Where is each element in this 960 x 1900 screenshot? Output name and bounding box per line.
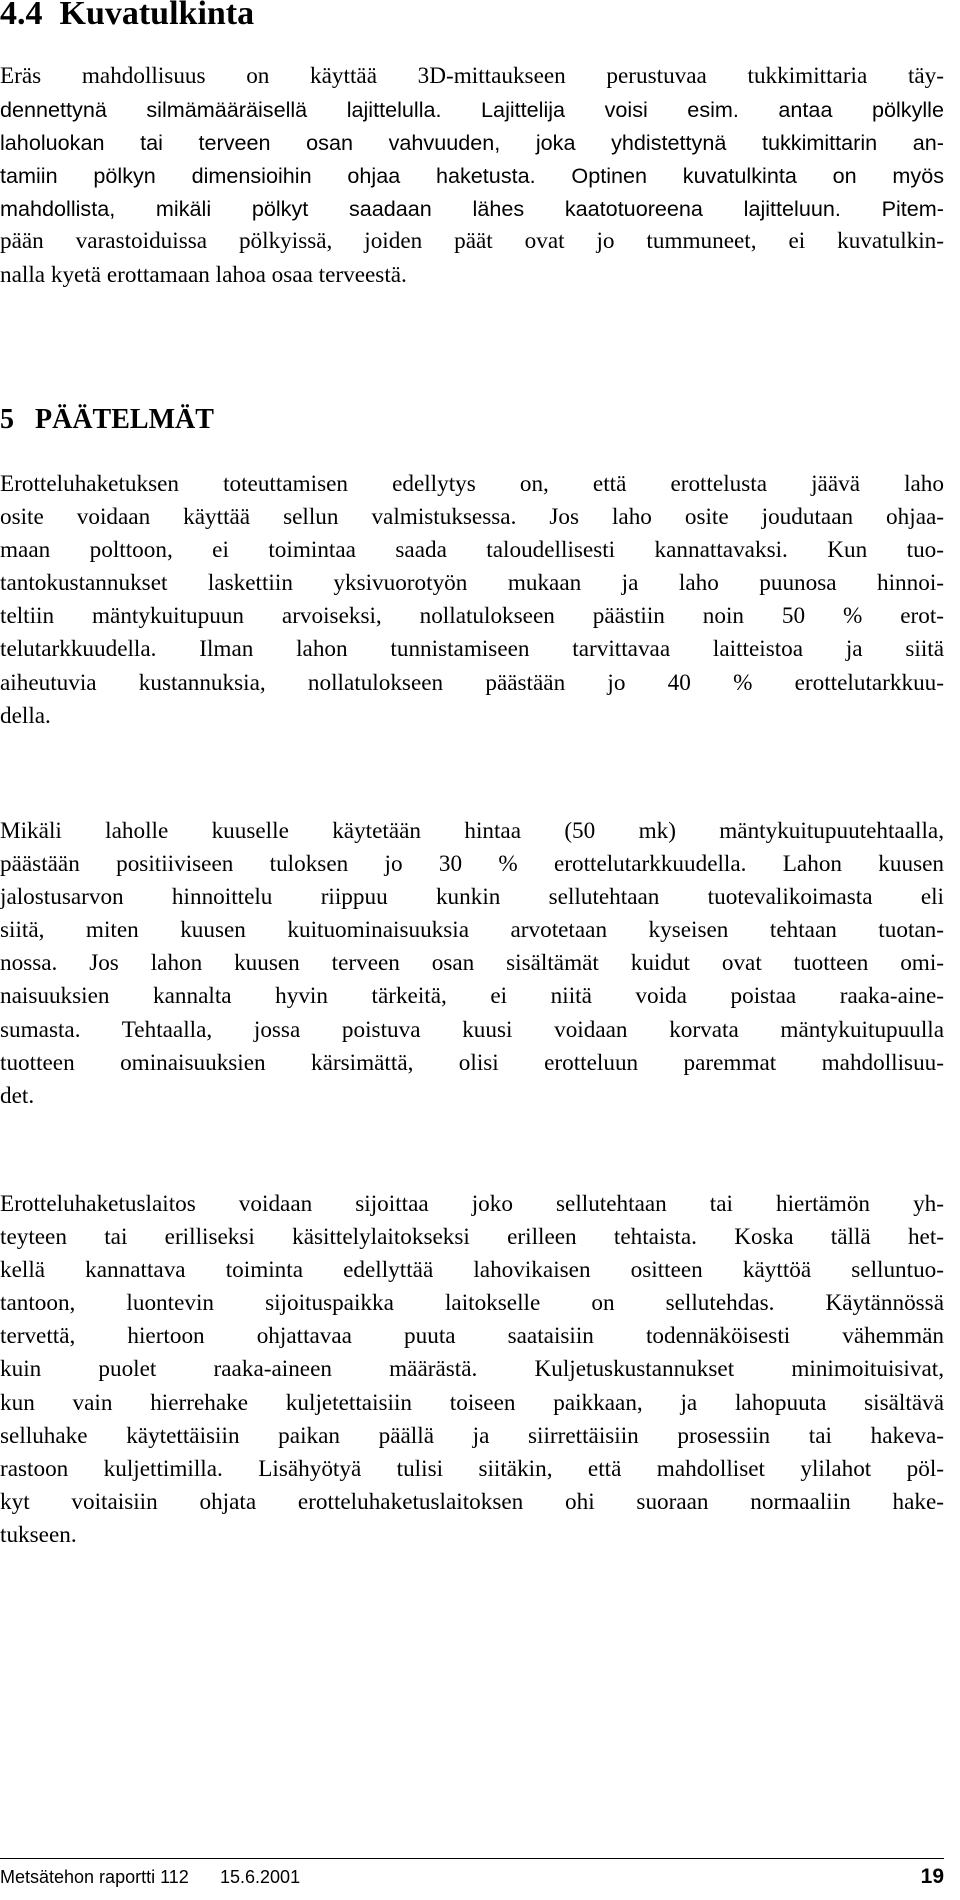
paragraph-line: Mikäli laholle kuuselle käytetään hintaa (50 mk) mäntykuitupuutehtaalla, (0, 818, 944, 844)
paragraph-line: tantokustannukset laskettiin yksivuorotyön mukaan ja laho puunosa hinnoi- (0, 570, 944, 597)
paragraph-line: kellä kannattava toiminta edellyttää lahovikaisen ositteen käyttöä selluntuo- (0, 1257, 944, 1284)
paragraph-line: nossa. Jos lahon kuusen terveen osan sisältämät kuidut ovat tuotteen omi- (0, 950, 944, 977)
paragraph-line: teltiin mäntykuitupuun arvoiseksi, nollatulokseen päästiin noin 50 % erot- (0, 603, 944, 630)
paragraph-line: rastoon kuljettimilla. Lisähyötyä tulisi siitäkin, että mahdolliset ylilahot pöl- (0, 1455, 944, 1482)
footer-rule (0, 1858, 944, 1859)
section-heading-5 (0, 400, 214, 440)
paragraph-line: jalostusarvon hinnoittelu riippuu kunkin sellutehtaan tuotevalikoimasta eli (0, 884, 944, 911)
paragraph-line: kyt voitaisiin ohjata erotteluhaketuslaitoksen ohi suoraan normaaliin hake- (0, 1488, 944, 1515)
paragraph-line: tervettä, hiertoon ohjattavaa puuta saataisiin todennäköisesti vähemmän (0, 1323, 944, 1350)
paragraph-line: kun vain hierrehake kuljetettaisiin toiseen paikkaan, ja lahopuuta sisältävä (0, 1389, 944, 1416)
paragraph-line: tantoon, luontevin sijoituspaikka laitokselle on sellutehdas. Käytännössä (0, 1290, 944, 1317)
paragraph-line: Erotteluhaketuksen toteuttamisen edellytys on, että erottelusta jäävä laho (0, 471, 944, 497)
footer-report-title: Metsätehon raportti 112 (0, 1867, 189, 1887)
section-number: 5 (0, 404, 14, 435)
paragraph-line: teyteen tai erilliseksi käsittelylaitokseksi erilleen tehtaista. Koska tällä het- (0, 1224, 944, 1251)
paragraph-line: osite voidaan käyttää sellun valmistuksessa. Jos laho osite joudutaan ohjaa- (0, 504, 944, 531)
paragraph-line: maan polttoon, ei toimintaa saada taloudellisesti kannattavaksi. Kun tuo- (0, 537, 944, 564)
paragraph-line: Erotteluhaketuslaitos voidaan sijoittaa joko sellutehtaan tai hiertämön yh- (0, 1191, 944, 1217)
footer-date: 15.6.2001 (220, 1867, 301, 1887)
paragraph-line: päästään positiiviseen tuloksen jo 30 % erottelutarkkuudella. Lahon kuusen (0, 851, 944, 878)
section-4-4-paragraph (0, 60, 944, 292)
paragraph-line: telutarkkuudella. Ilman lahon tunnistamiseen tarvittavaa laitteistoa ja siitä (0, 636, 944, 663)
paragraph-line: tamiin pölkyn dimensioihin ohjaa haketusta. Optinen kuvatulkinta on myös (0, 163, 944, 189)
page-footer (0, 1862, 944, 1892)
paragraph-line: det. (0, 1082, 35, 1109)
paragraph-line: della. (0, 702, 51, 729)
paragraph-line: Eräs mahdollisuus on käyttää 3D-mittaukseen perustuvaa tukkimittaria täy- (0, 63, 944, 89)
paragraph-line: tukseen. (0, 1521, 77, 1548)
page-number: 19 (920, 1865, 944, 1888)
section-title: PÄÄTELMÄT (35, 404, 214, 435)
paragraph-line: aiheutuvia kustannuksia, nollatulokseen päästään jo 40 % erottelutarkkuu- (0, 669, 944, 696)
paragraph-line: sumasta. Tehtaalla, jossa poistuva kuusi voidaan korvata mäntykuitupuulla (0, 1016, 944, 1043)
paragraph-line: tuotteen ominaisuuksien kärsimättä, olisi erotteluun paremmat mahdollisuu- (0, 1049, 944, 1076)
section-5-paragraph-1 (0, 468, 944, 733)
section-heading-4-4 (0, 0, 254, 34)
paragraph-line: dennettynä silmämääräisellä lajittelulla. Lajittelija voisi esim. antaa pölkylle (0, 97, 944, 123)
paragraph-line: laholuokan tai terveen osan vahvuuden, joka yhdistettynä tukkimittarin an- (0, 130, 944, 156)
paragraph-line: nalla kyetä erottamaan lahoa osaa terveestä. (0, 261, 407, 288)
paragraph-line: naisuuksien kannalta hyvin tärkeitä, ei niitä voida poistaa raaka-aine- (0, 983, 944, 1010)
paragraph-line: mahdollista, mikäli pölkyt saadaan lähes kaatotuoreena lajitteluun. Pitem- (0, 196, 944, 222)
section-title: Kuvatulkinta (59, 0, 255, 32)
paragraph-line: kuin puolet raaka-aineen määrästä. Kuljetuskustannukset minimoituisivat, (0, 1356, 944, 1383)
paragraph-line: pään varastoiduissa pölkyissä, joiden päät ovat jo tummuneet, ei kuvatulkin- (0, 228, 944, 255)
section-number: 4.4 (0, 0, 43, 32)
paragraph-line: siitä, miten kuusen kuituominaisuuksia arvotetaan kyseisen tehtaan tuotan- (0, 917, 944, 944)
section-5-paragraph-2 (0, 815, 944, 1113)
paragraph-line: selluhake käytettäisiin paikan päällä ja siirrettäisiin prosessiin tai hakeva- (0, 1422, 944, 1449)
section-5-paragraph-3 (0, 1188, 944, 1552)
